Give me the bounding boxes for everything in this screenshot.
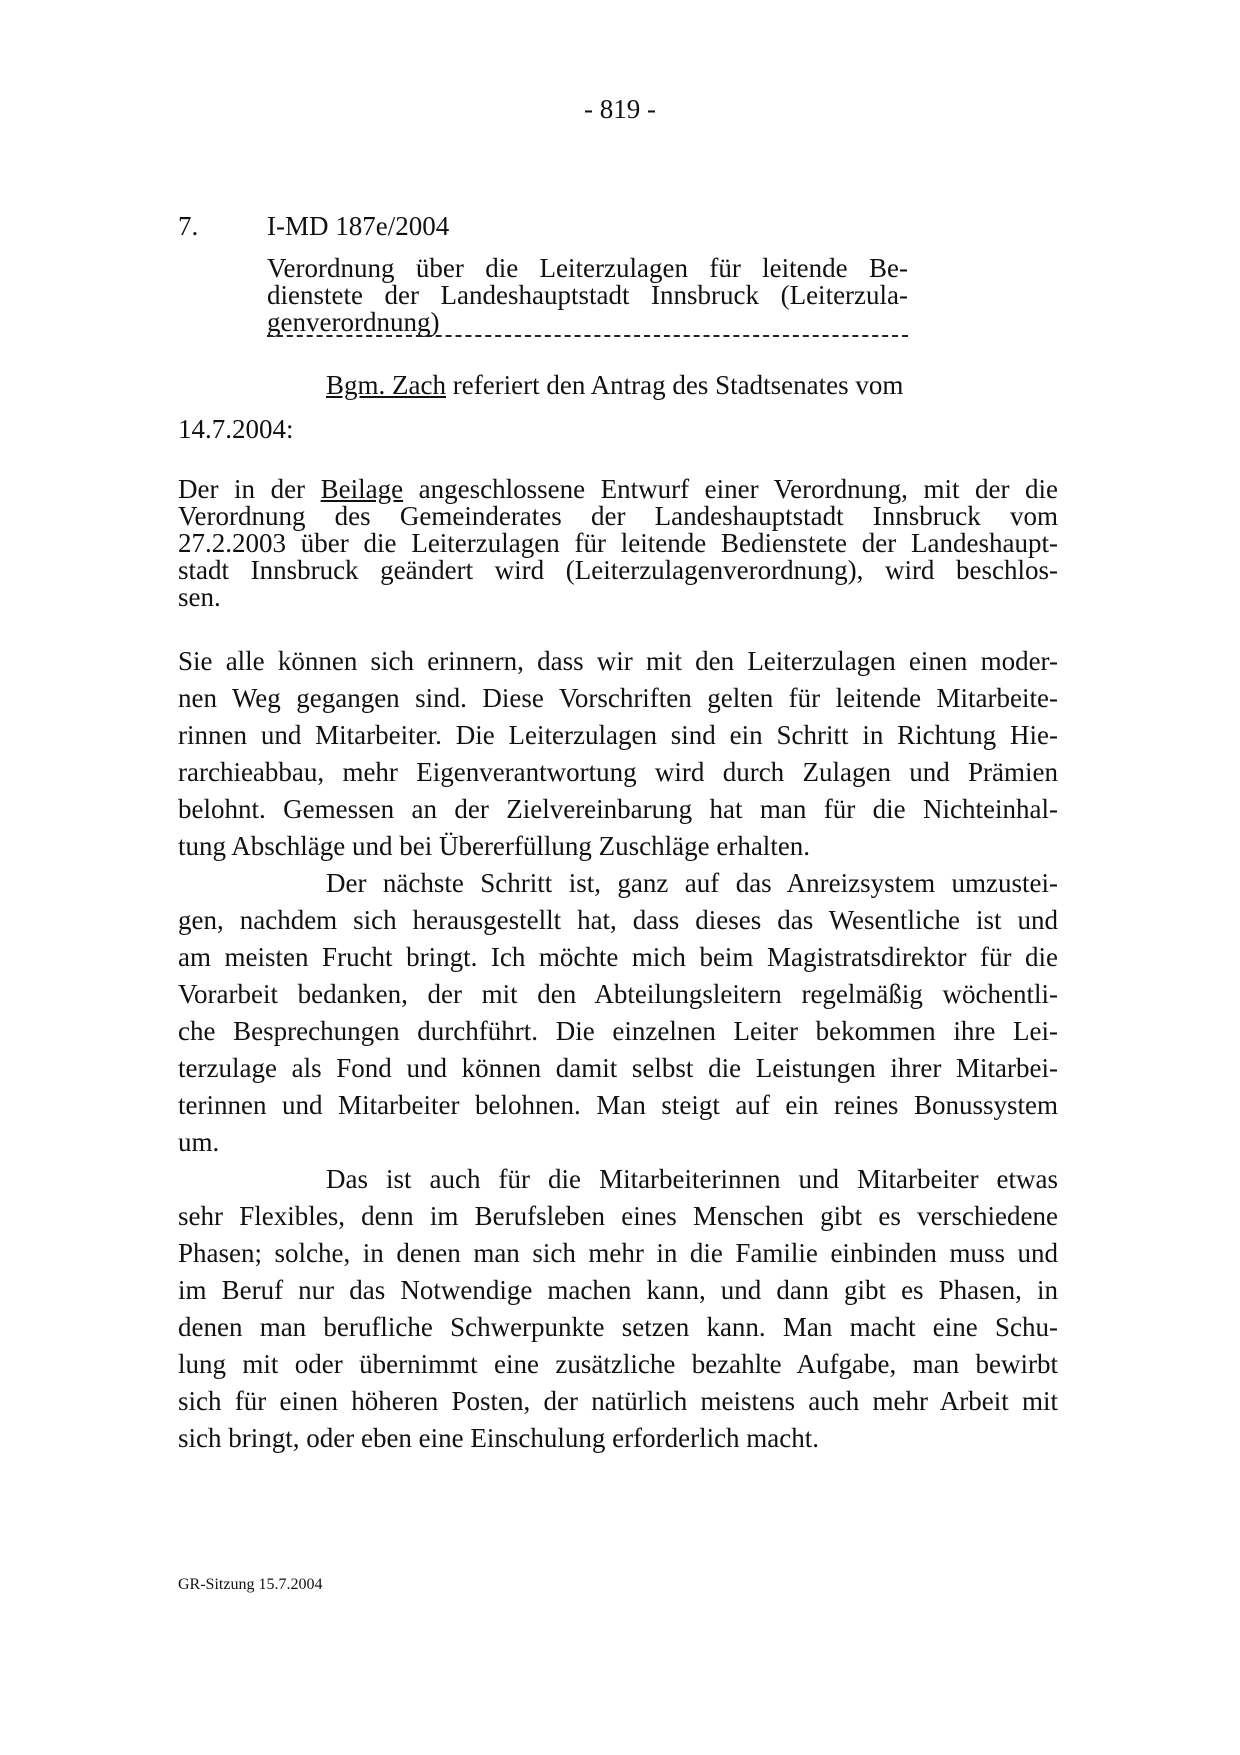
- agenda-item-title: [267, 255, 908, 336]
- paragraph-line: che Besprechungen durchführt. Die einzelnen Leiter bekommen ihre Lei-: [178, 1016, 1058, 1046]
- intro-text: referiert den Antrag des Stadtsenates vom: [445, 370, 904, 400]
- agenda-item-reference: I-MD 187e/2004: [267, 211, 450, 241]
- intro-date: 14.7.2004:: [178, 414, 294, 444]
- paragraph-line: gen, nachdem sich herausgestellt hat, dass dieses das Wesentliche ist und: [178, 905, 1058, 935]
- paragraph-line: belohnt. Gemessen an der Zielvereinbarung hat man für die Nichteinhal-: [178, 794, 1058, 824]
- motion-line: 27.2.2003 über die Leiterzulagen für leitende Bedienstete der Landeshaupt-: [178, 528, 1058, 558]
- motion-line: sen.: [178, 582, 221, 612]
- title-line: genverordnung): [267, 307, 440, 337]
- footer-session-info: GR-Sitzung 15.7.2004: [178, 1576, 323, 1593]
- speech-body: [178, 643, 1058, 1457]
- motion-line-end: angeschlossene Entwurf einer Verordnung, mit der die: [403, 474, 1059, 504]
- paragraph-line: sehr Flexibles, denn im Berufsleben eines Menschen gibt es verschiedene: [178, 1201, 1058, 1231]
- paragraph-line: Der nächste Schritt ist, ganz auf das Anreizsystem umzustei-: [326, 868, 1058, 898]
- page-number: - 819 -: [584, 94, 656, 124]
- paragraph-line: terzulage als Fond und können damit selbst die Leistungen ihrer Mitarbei-: [178, 1053, 1058, 1083]
- paragraph-line: lung mit oder übernimmt eine zusätzliche bezahlte Aufgabe, man bewirbt: [178, 1349, 1058, 1379]
- paragraph-line: terinnen und Mitarbeiter belohnen. Man steigt auf ein reines Bonussystem: [178, 1090, 1058, 1120]
- title-line: Verordnung über die Leiterzulagen für leitende Be-: [267, 253, 908, 283]
- paragraph-line: Das ist auch für die Mitarbeiterinnen und Mitarbeiter etwas: [326, 1164, 1058, 1194]
- paragraph-line: Vorarbeit bedanken, der mit den Abteilungsleitern regelmäßig wöchentli-: [178, 979, 1058, 1009]
- paragraph-line: Sie alle können sich erinnern, dass wir mit den Leiterzulagen einen moder-: [178, 646, 1058, 676]
- agenda-item-number: 7.: [178, 211, 199, 241]
- paragraph-line: am meisten Frucht bringt. Ich möchte mich beim Magistratsdirektor für die: [178, 942, 1058, 972]
- paragraph-line: sich bringt, oder eben eine Einschulung erforderlich macht.: [178, 1423, 820, 1453]
- intro-statement: [326, 370, 903, 401]
- paragraph-line: rarchieabbau, mehr Eigenverantwortung wird durch Zulagen und Prämien: [178, 757, 1058, 787]
- motion-line: Verordnung des Gemeinderates der Landeshauptstadt Innsbruck vom: [178, 501, 1058, 531]
- paragraph-line: sich für einen höheren Posten, der natürlich meistens auch mehr Arbeit mit: [178, 1386, 1058, 1416]
- attachment-reference: Beilage: [320, 474, 404, 504]
- motion-line: stadt Innsbruck geändert wird (Leiterzulagenverordnung), wird beschlos-: [178, 555, 1058, 585]
- paragraph-line: denen man berufliche Schwerpunkte setzen kann. Man macht eine Schu-: [178, 1312, 1058, 1342]
- paragraph-line: tung Abschläge und bei Übererfüllung Zuschläge erhalten.: [178, 831, 811, 861]
- paragraph-line: nen Weg gegangen sind. Diese Vorschriften gelten für leitende Mitarbeite-: [178, 683, 1058, 713]
- motion-line-start: Der in der: [178, 474, 321, 504]
- paragraph-line: rinnen und Mitarbeiter. Die Leiterzulagen sind ein Schritt in Richtung Hie-: [178, 720, 1058, 750]
- paragraph-line: im Beruf nur das Notwendige machen kann, und dann gibt es Phasen, in: [178, 1275, 1058, 1305]
- motion-text: [178, 476, 1058, 611]
- title-line: dienstete der Landeshauptstadt Innsbruck (Leiterzula-: [267, 280, 908, 310]
- motion-line: [178, 476, 1058, 503]
- dashed-separator: [267, 335, 908, 337]
- paragraph-line: Phasen; solche, in denen man sich mehr in die Familie einbinden muss und: [178, 1238, 1058, 1268]
- paragraph-line: um.: [178, 1127, 220, 1157]
- speaker-name: Bgm. Zach: [326, 370, 446, 400]
